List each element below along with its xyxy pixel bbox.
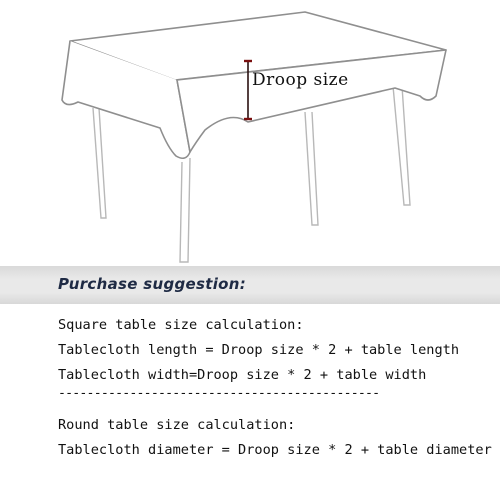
tablecloth-diameter-formula: Tablecloth diameter = Droop size * 2 + table diameter xyxy=(58,442,492,458)
banner-title: Purchase suggestion: xyxy=(58,275,247,293)
droop-size-label: Droop size xyxy=(252,70,349,90)
square-table-heading: Square table size calculation: xyxy=(58,317,304,333)
tablecloth-length-formula: Tablecloth length = Droop size * 2 + table length xyxy=(58,342,460,358)
section-divider: --------------------------------------------- xyxy=(58,386,380,401)
tablecloth-width-formula: Tablecloth width=Droop size * 2 + table width xyxy=(58,367,427,383)
purchase-suggestion-banner xyxy=(0,266,500,304)
round-table-heading: Round table size calculation: xyxy=(58,417,296,433)
